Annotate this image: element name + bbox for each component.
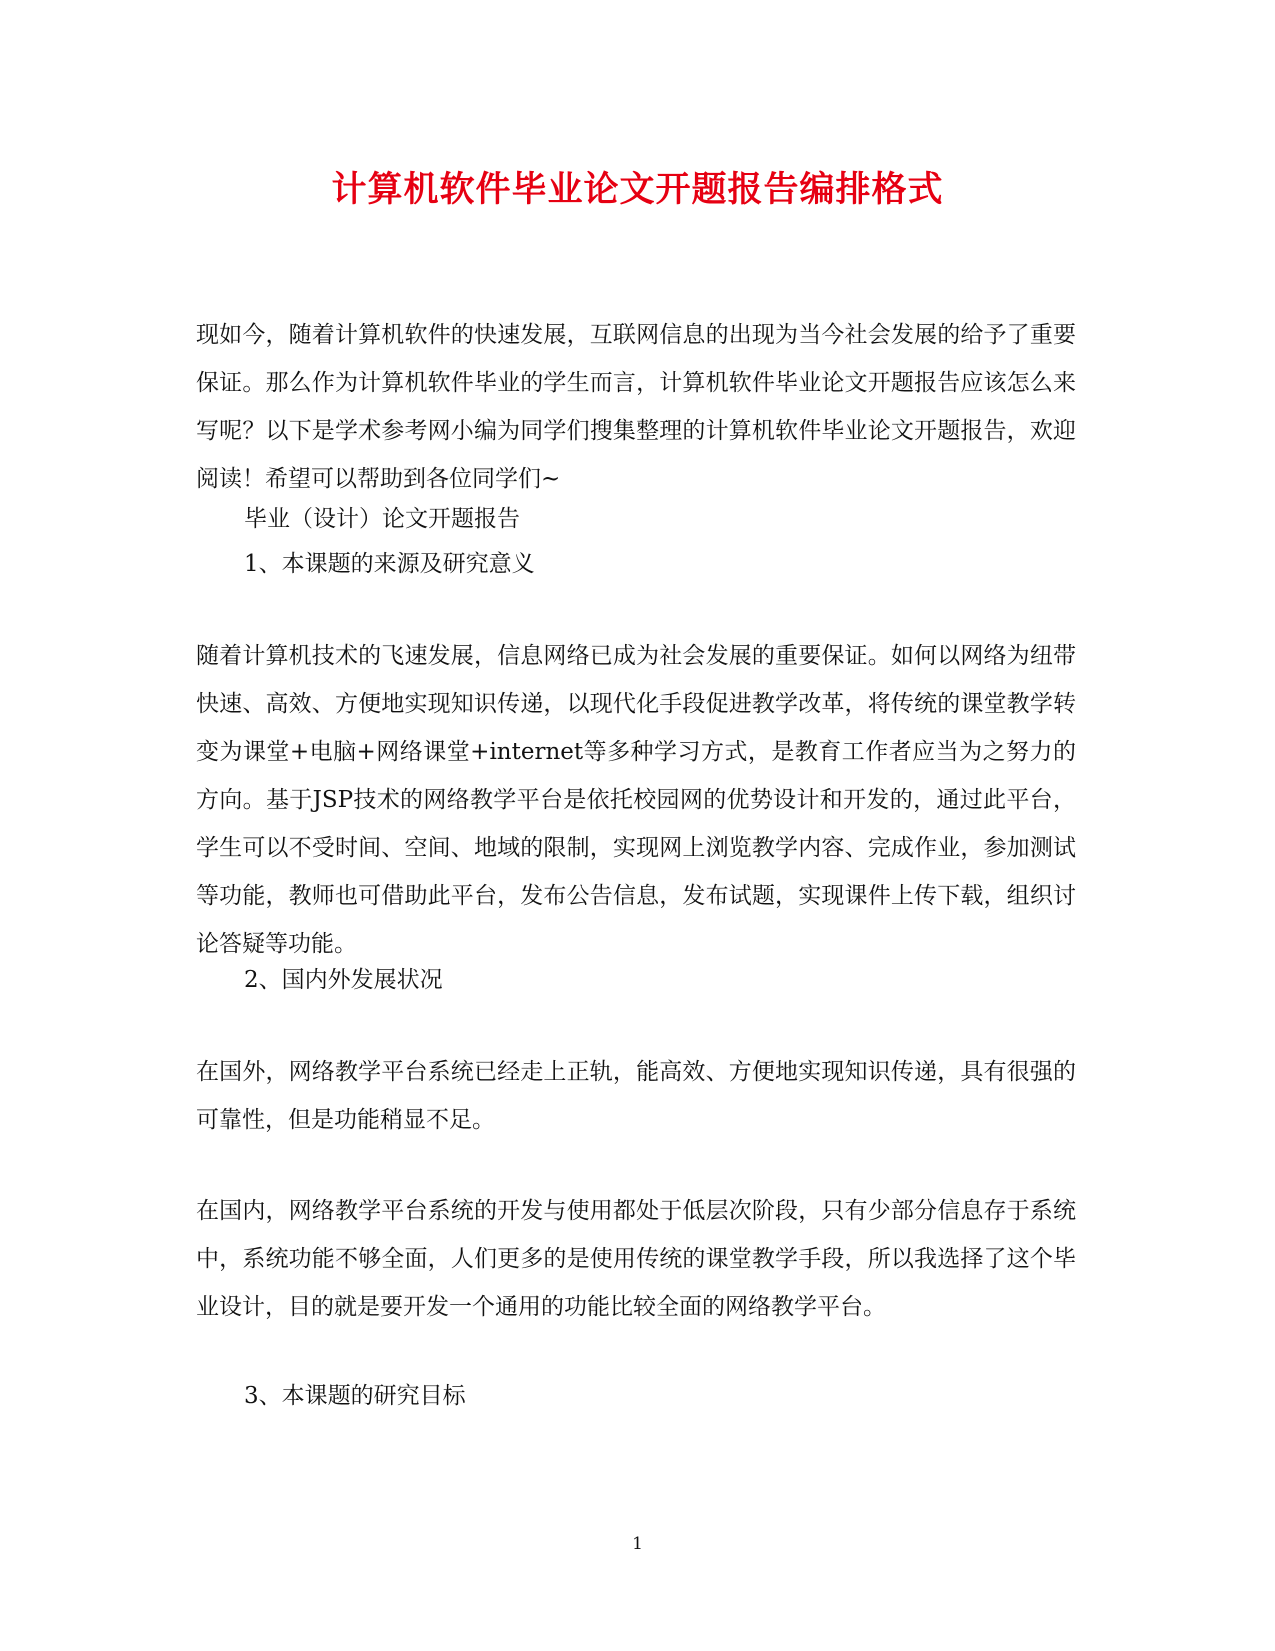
section-1-paragraph: 随着计算机技术的飞速发展，信息网络已成为社会发展的重要保证。如何以网络为纽带快速、高效、方便地实现知识传递，以现代化手段促进教学改革，将传统的课堂教学转变为课堂+电脑+网络课堂+internet等多种学习方式，是教育工作者应当为之努力的方向。基于JSP技术的网络教学平台是依托校园网的优势设计和开发的，通过此平台，学生可以不受时间、空间、地域的限制，实现网上浏览教学内容、完成作业，参加测试等功能，教师也可借助此平台，发布公告信息，发布试题，实现课件上传下载，组织讨论答疑等功能。 xyxy=(196,643,1076,957)
foreign-status-paragraph: 在国外，网络教学平台系统已经走上正轨，能高效、方便地实现知识传递，具有很强的可靠性，但是功能稍显不足。 xyxy=(196,1059,1076,1133)
domestic-status-paragraph: 在国内，网络教学平台系统的开发与使用都处于低层次阶段，只有少部分信息存于系统中，系统功能不够全面，人们更多的是使用传统的课堂教学手段，所以我选择了这个毕业设计，目的就是要开发一个通用的功能比较全面的网络教学平台。 xyxy=(196,1198,1076,1320)
page-number: 1 xyxy=(632,1534,643,1554)
section-heading-1: 1、本课题的来源及研究意义 xyxy=(244,551,535,577)
section-heading-2: 2、国内外发展状况 xyxy=(244,967,443,993)
report-heading: 毕业（设计）论文开题报告 xyxy=(244,506,520,532)
intro-paragraph: 现如今，随着计算机软件的快速发展，互联网信息的出现为当今社会发展的给予了重要保证。那么作为计算机软件毕业的学生而言，计算机软件毕业论文开题报告应该怎么来写呢？以下是学术参考网小编为同学们搜集整理的计算机软件毕业论文开题报告，欢迎阅读！希望可以帮助到各位同学们~ xyxy=(196,322,1076,492)
section-heading-3: 3、本课题的研究目标 xyxy=(244,1383,466,1409)
document-title: 计算机软件毕业论文开题报告编排格式 xyxy=(331,170,944,210)
